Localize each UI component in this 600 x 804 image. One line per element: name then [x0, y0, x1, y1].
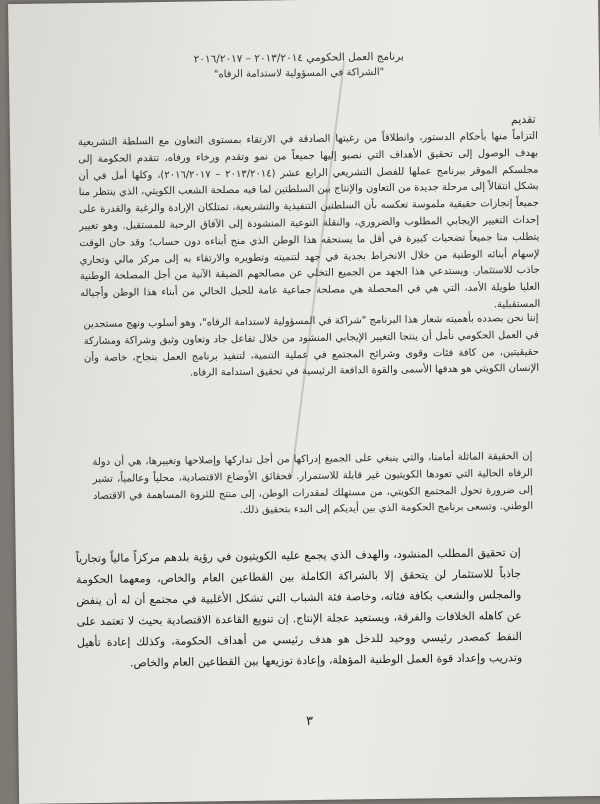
document-title: برنامج العمل الحكومي ٢٠١٣/٢٠١٤ – ٢٠١٦/٢٠١٧ — [193, 50, 404, 66]
document-subtitle: "الشراكة في المسؤولية لاستدامة الرفاه" — [213, 66, 385, 81]
paragraph-program-slogan: إننا نحن بصدده بأهميته شعار هذا البرنامج "شراكة في المسؤولية لاستدامة الرفاه"، وهو أسلوب ونهج مستجدين في العمل الحكومي نأمل أن ينتجا التغيير الإيجابي المنشود من خلال تفاعل جاد وتعاون وثيق وشراكة ومشاركة حقيقيتين، من كافة فئات وقوى وشرائح المجتمع في عملية التنمية، لتنفيذ برنامج العمل بنجاح، خاصة وأن الإنسان الكويتي هو هدفها الأسمى والقوة الدافعة الرئيسية في تحقيق استدامة الرفاه. — [83, 312, 540, 380]
paragraph-economic-goals: إن تحقيق المطلب المنشود، والهدف الذي يجمع عليه الكويتيون في رؤية بلدهم مركزاً مالياً وتجارياً جاذباً للاستثمار لن يتحقق إلا بالشراكة الكاملة بين القطاعين العام والخاص، ومعهما الحكومة والمجلس والشعب بكافة فئاته، وخاصة فئة الشباب التي تشكل الأغلبية في مجتمع أن له أن ينفض عن كاهله الخلافات والفرقة، ويستعيد عجلة الإنتاج. إن تنويع القاعدة الاقتصادية بحيث لا تعتمد على النفط كمصدر رئيسي ووحيد للدخل هو هدف رئيسي من أهداف الحكومة، وكذلك إعادة تأهيل وتدريب وإعداد قوة العمل الوطنية المؤهلة، وإعادة توزيعها بين القطاعين العام والخاص. — [75, 546, 523, 670]
document-page — [8, 0, 600, 804]
section-heading: تقديم — [510, 112, 536, 127]
page-number: ٣ — [305, 713, 314, 730]
paragraph-intro: التزاماً منها بأحكام الدستور، وانطلاقاً من رغبتها الصادقة في الارتقاء بمستوى التعاون مع السلطة التشريعية بهدف الوصول إلى تحقيق الأهداف التي نصبو إليها جميعاً من نمو وتقدم ورخاء ورفاه، تتقدم الحكومة إلى مجلسكم الموقر ببرنامج عملها للفصل التشريعي الرابع عشر (٢٠١٣/٢٠١٤ – ٢٠١٦/٢٠١٧)، وكلها أمل في أن يشكل انتقالاً إلى مرحلة جديدة من التعاون والإنتاج بين السلطتين لما فيه مصلحة الشعب الكويتي، الذي ينتظر منا جميعاً إنجازات حقيقية ملموسة تعكسه بأن السلطتين التنفيذية والتشريعية، تمتلكان الإرادة والرغبة والقدرة على إحداث التغيير الإيجابي المطلوب والضروري، والنقلة النوعية المنشودة إلى الآفاق الرحبة للمستقبل. وهو تغيير يتطلب منا جميعاً تضحيات كبيرة في أقل ما يستحقه هذا الوطن الذي منح أبناءه دون حساب؛ وقد حان الوقت لإسهام أبنائه الوطنية من خلال الانخراط بجدية في جهد لتنميته وتطويره والارتقاء به إلى مركز مالي وتجاري جاذب للاستثمار. ويستدعي هذا الجهد من الجميع التخلي عن مصالحهم الضيقة الآنية من أجل المصلحة الوطنية العليا طويلة الأمد، التي هي في المحصلة هي مصلحة جماعية عامة للجيل الحالي من أبناء هذا الوطن وأجياله المستقبلية. — [77, 130, 541, 311]
document-header — [149, 48, 449, 84]
paragraph-welfare-reality: إن الحقيقة الماثلة أمامنا، والتي ينبغي على الجميع إدراكها من أجل تداركها وإصلاحها وتغييرها، هي أن دولة الرفاه الحالية التي تعودها الكويتيون غير قابلة للاستمرار. فحقائق الأوضاع الاقتصادية، محلياً وعالمياً، تشير إلى ضرورة تحول المجتمع الكويتي، من مستهلك لمقدرات الوطن، إلى منتج للثروة المساهمة في الاقتصاد الوطني. وتسعى برنامج الحكومة الذي بين أيديكم إلى البدء بتحقيق ذلك. — [92, 450, 534, 517]
